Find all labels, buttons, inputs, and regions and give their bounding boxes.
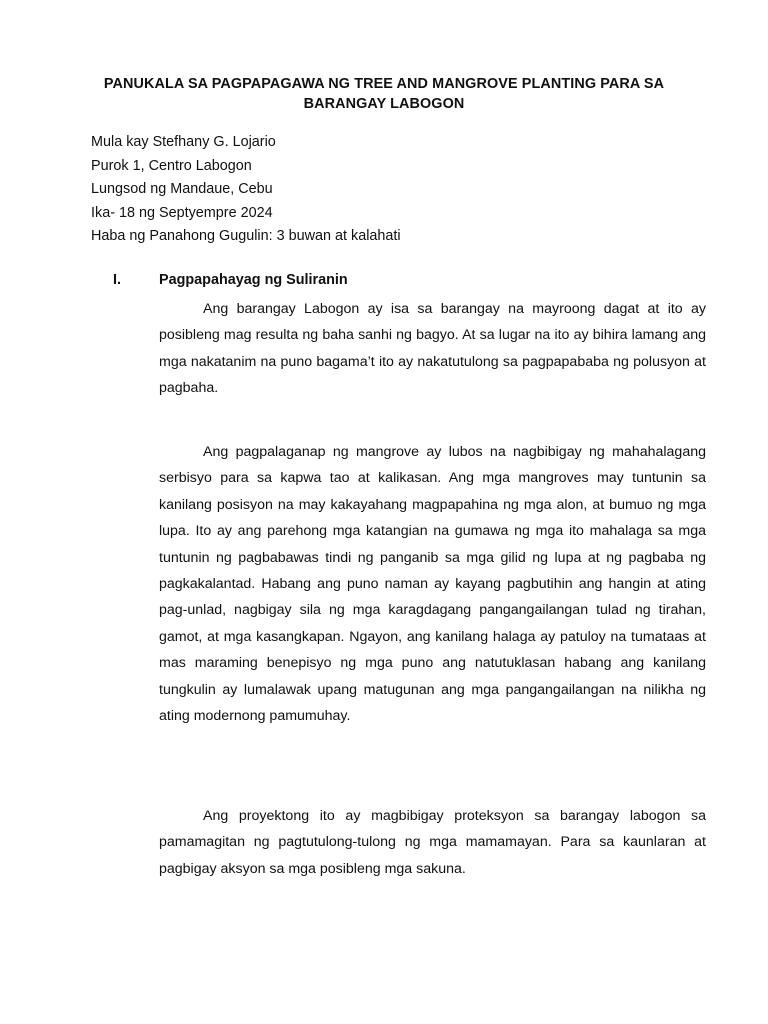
paragraph-1-text: Ang barangay Labogon ay isa sa barangay na mayroong dagat at ito ay posibleng mag resulta ng baha sanhi ng bagyo. At sa lugar na ito ay bihira lamang ang mga nakatanim na puno bagama’t ito ay nakatutulong sa pagpapababa ng polusyon at pagbaha. bbox=[159, 301, 706, 397]
paragraph-3-text: Ang proyektong ito ay magbibigay proteksyon sa barangay labogon sa pamamagitan ng pagtutulong-tulong ng mga mamamayan. Para sa kaunlaran at pagbigay aksyon sa mga posibleng mga sakuna. bbox=[159, 808, 706, 877]
author-line: Mula kay Stefhany G. Lojario bbox=[91, 134, 276, 150]
section-title: Pagpapahayag ng Suliranin bbox=[159, 272, 348, 288]
paragraph-2-text: Ang pagpalaganap ng mangrove ay lubos na nagbibigay ng mahahalagang serbisyo para sa kapwa tao at kalikasan. Ang mga mangroves may tuntunin sa kanilang posisyon na may kakayahang magpapahina ng mga alon, at bumuo ng mga lupa. Ito ay ang parehong mga katangian na gumawa ng mga ito mahalaga sa mga tuntunin ng pagbabawas tindi ng panganib sa mga gilid ng lupa at ng pagbaba ng pagkakalantad. Habang ang puno naman ay kayang pagbutihin ang hangin at ating pag-unlad, nagbigay sila ng mga karagdagang pangangailangan tulad ng tirahan, gamot, at mga kasangkapan. Ngayon, ang kanilang halaga ay patuloy na tumataas at mas maraming benepisyo ng mga puno ang natutuklasan habang ang kanilang tungkulin ay lumalawak upang matugunan ang mga pangangailangan na nilikha ng ating modernong pamumuhay. bbox=[159, 444, 706, 725]
document-title bbox=[60, 74, 708, 114]
address-line-2: Lungsod ng Mandaue, Cebu bbox=[91, 181, 273, 198]
section-number: I. bbox=[113, 272, 121, 288]
header-info bbox=[91, 131, 401, 249]
section-heading bbox=[113, 272, 348, 288]
paragraph-2 bbox=[159, 439, 706, 729]
paragraph-1 bbox=[159, 296, 706, 402]
paragraph-3 bbox=[159, 803, 706, 882]
address-line-1: Purok 1, Centro Labogon bbox=[91, 157, 252, 174]
date-line: Ika- 18 ng Septyempre 2024 bbox=[91, 204, 273, 221]
title-line-2: BARANGAY LABOGON bbox=[303, 96, 465, 112]
title-line-1: PANUKALA SA PAGPAPAGAWA NG TREE AND MANGROVE PLANTING PARA SA bbox=[103, 76, 665, 92]
duration-line: Haba ng Panahong Gugulin: 3 buwan at kalahati bbox=[91, 228, 401, 245]
